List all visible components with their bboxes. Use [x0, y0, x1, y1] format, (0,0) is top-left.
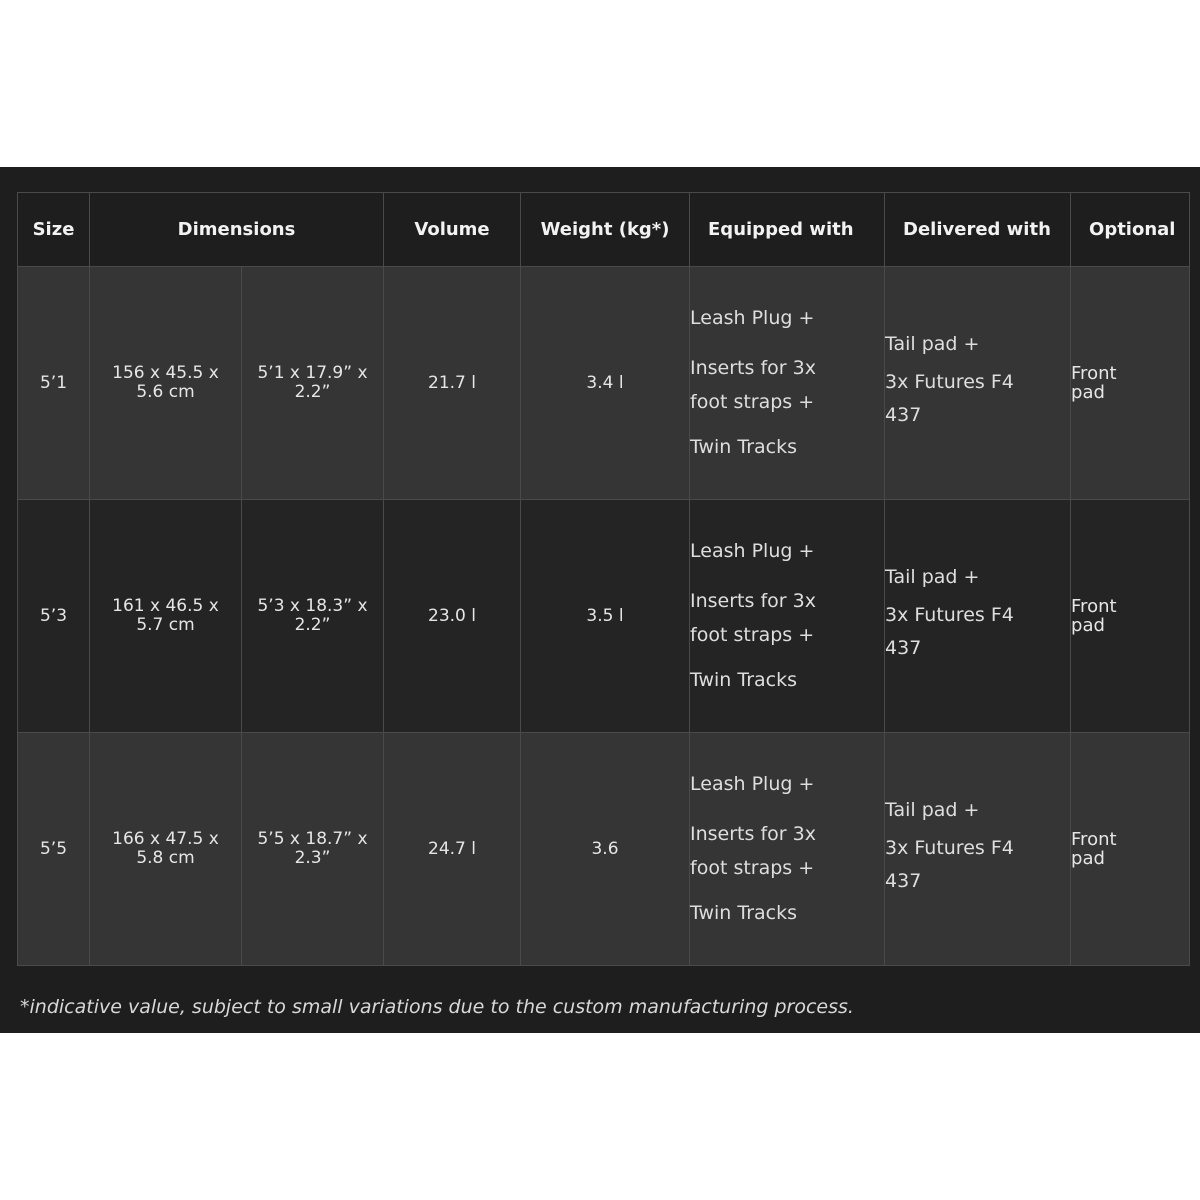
- equipped-line-group: [690, 351, 884, 419]
- dimensions-cm-line: 5.8 cm: [136, 848, 195, 868]
- volume-cell: 24.7 l: [384, 733, 521, 966]
- dimensions-cm-line: 5.7 cm: [136, 615, 195, 635]
- optional-line: pad: [1071, 848, 1105, 869]
- equipped-line: foot straps +: [690, 391, 815, 413]
- header-dimensions: Dimensions: [90, 193, 384, 267]
- optional-line: Front: [1071, 596, 1117, 617]
- header-weight: Weight (kg*): [521, 193, 690, 267]
- dimensions-in-cell: [242, 733, 384, 966]
- dimensions-in-line: 5’1 x 17.9” x: [257, 363, 368, 383]
- dimensions-in-cell: [242, 500, 384, 733]
- equipped-line: Inserts for 3x: [690, 823, 816, 845]
- dimensions-in-line: 2.3”: [294, 848, 331, 868]
- volume-cell: 23.0 l: [384, 500, 521, 733]
- delivered-line-group: [885, 599, 1070, 665]
- optional-line: Front: [1071, 829, 1117, 850]
- equipped-cell: [690, 267, 885, 500]
- dimensions-in-line: 2.2”: [294, 615, 331, 635]
- header-equipped: Equipped with: [690, 193, 885, 267]
- equipped-line: foot straps +: [690, 624, 815, 646]
- table-row: [18, 733, 1190, 966]
- volume-cell: 21.7 l: [384, 267, 521, 500]
- header-size: Size: [18, 193, 90, 267]
- dimensions-cm-cell: [90, 500, 242, 733]
- delivered-line-group: [885, 832, 1070, 898]
- header-delivered: Delivered with: [885, 193, 1071, 267]
- size-cell: 5’1: [18, 267, 90, 500]
- header-row: [18, 193, 1190, 267]
- weight-cell: 3.6: [521, 733, 690, 966]
- dimensions-in-line: 2.2”: [294, 382, 331, 402]
- dimensions-cm-line: 166 x 47.5 x: [112, 829, 219, 849]
- equipped-line: Leash Plug +: [690, 307, 815, 329]
- equipped-line: Twin Tracks: [690, 902, 797, 924]
- equipped-line-group: [690, 817, 884, 885]
- equipped-cell: [690, 733, 885, 966]
- optional-line: pad: [1071, 615, 1105, 636]
- delivered-line: Tail pad +: [885, 332, 980, 355]
- delivered-line: 3x Futures F4: [885, 836, 1014, 859]
- dimensions-in-cell: [242, 267, 384, 500]
- delivered-line: 3x Futures F4: [885, 370, 1014, 393]
- delivered-line: Tail pad +: [885, 798, 980, 821]
- size-cell: 5’3: [18, 500, 90, 733]
- dimensions-cm-line: 5.6 cm: [136, 382, 195, 402]
- delivered-cell: [885, 733, 1071, 966]
- weight-cell: 3.5 l: [521, 500, 690, 733]
- dimensions-in-line: 5’5 x 18.7” x: [257, 829, 368, 849]
- equipped-line-group: [690, 584, 884, 652]
- delivered-line: 437: [885, 403, 922, 426]
- optional-cell: [1071, 500, 1190, 733]
- delivered-line: 437: [885, 869, 922, 892]
- delivered-line: Tail pad +: [885, 565, 980, 588]
- optional-line: Front: [1071, 363, 1117, 384]
- spec-table: [17, 192, 1190, 966]
- header-volume: Volume: [384, 193, 521, 267]
- optional-cell: [1071, 267, 1190, 500]
- optional-line: pad: [1071, 382, 1105, 403]
- delivered-cell: [885, 500, 1071, 733]
- weight-cell: 3.4 l: [521, 267, 690, 500]
- optional-cell: [1071, 733, 1190, 966]
- equipped-line: foot straps +: [690, 857, 815, 879]
- dimensions-cm-cell: [90, 267, 242, 500]
- equipped-line: Leash Plug +: [690, 540, 815, 562]
- dimensions-cm-line: 156 x 45.5 x: [112, 363, 219, 383]
- delivered-line: 437: [885, 636, 922, 659]
- table-row: [18, 267, 1190, 500]
- equipped-line: Inserts for 3x: [690, 590, 816, 612]
- delivered-line: 3x Futures F4: [885, 603, 1014, 626]
- footnote: *indicative value, subject to small variations due to the custom manufacturing process.: [20, 996, 854, 1018]
- delivered-line-group: [885, 366, 1070, 432]
- dimensions-in-line: 5’3 x 18.3” x: [257, 596, 368, 616]
- equipped-line: Twin Tracks: [690, 436, 797, 458]
- equipped-cell: [690, 500, 885, 733]
- header-optional: Optional: [1071, 193, 1190, 267]
- equipped-line: Leash Plug +: [690, 773, 815, 795]
- equipped-line: Twin Tracks: [690, 669, 797, 691]
- table-row: [18, 500, 1190, 733]
- equipped-line: Inserts for 3x: [690, 357, 816, 379]
- delivered-cell: [885, 267, 1071, 500]
- dimensions-cm-line: 161 x 46.5 x: [112, 596, 219, 616]
- dimensions-cm-cell: [90, 733, 242, 966]
- size-cell: 5’5: [18, 733, 90, 966]
